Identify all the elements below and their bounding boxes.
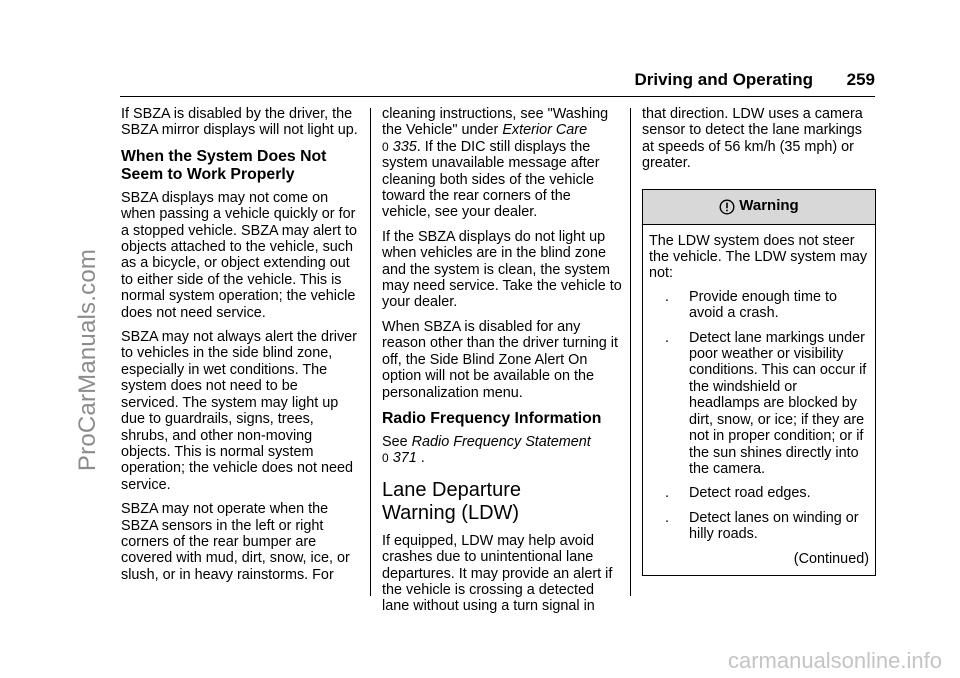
warning-box bbox=[642, 189, 876, 576]
chapter-heading bbox=[382, 479, 622, 525]
paragraph: SBZA may not always alert the driver to vehicles in the side blind zone, especially in wet conditions. The system does not need to be serviced. The system may light up due to guardrails, signs, trees, shrubs, and other non-moving objects. This is normal system operation; the vehicle does not need service. bbox=[121, 329, 357, 493]
paragraph-text: . If the DIC still displays the system unavailable message after cleaning both sides of the vehicle toward the rear corners of the vehicle, see your dealer. bbox=[382, 138, 600, 221]
warning-header bbox=[643, 190, 875, 225]
bullet-text: Detect lane markings under poor weather or visibility conditions. This can occur if the windshield or headlamps are blocked by dirt, snow, or ice; if they are not in proper condition; or if the sun shines directly into the camera. bbox=[689, 329, 867, 477]
bullet-text: Detect road edges. bbox=[689, 485, 811, 502]
cross-reference-link[interactable]: Radio Frequency Statement bbox=[411, 433, 591, 450]
page-reference-number: 335 bbox=[392, 138, 417, 155]
column-2 bbox=[382, 106, 622, 623]
bullet-marker: . bbox=[665, 329, 669, 346]
paragraph bbox=[382, 434, 622, 467]
page-reference-number: 371 bbox=[392, 450, 417, 467]
section-heading: Radio Frequency Information bbox=[382, 409, 602, 427]
warning-bullet bbox=[665, 289, 869, 322]
page-header bbox=[120, 70, 875, 97]
section-heading: When the System Does Not Seem to Work Properly bbox=[121, 147, 327, 183]
continued-note: (Continued) bbox=[793, 550, 869, 567]
warning-body bbox=[643, 225, 875, 575]
warning-bullet bbox=[665, 510, 869, 543]
warning-title: Warning bbox=[739, 197, 799, 215]
paragraph: SBZA may not operate when the SBZA sensors in the left or right corners of the rear bumper are covered with mud, dirt, snow, ice, or slush, or in heavy rainstorms. For bbox=[121, 501, 350, 583]
paragraph: If equipped, LDW may help avoid crashes due to unintentional lane departures. It may provide an alert if the vehicle is crossing a detected lane without using a turn signal in bbox=[382, 532, 613, 615]
section-title: Driving and Operating bbox=[634, 70, 813, 89]
side-watermark-text: ProCarManuals.com bbox=[74, 248, 101, 472]
column-1 bbox=[121, 106, 359, 591]
warning-bullet bbox=[665, 330, 869, 478]
column-3 bbox=[642, 106, 876, 576]
paragraph-text: . bbox=[420, 450, 425, 467]
bullet-text: Detect lanes on winding or hilly roads. bbox=[689, 509, 859, 543]
column-divider bbox=[630, 108, 631, 596]
page-number: 259 bbox=[846, 70, 875, 89]
warning-bullet bbox=[665, 485, 869, 501]
cross-reference-page[interactable] bbox=[382, 139, 417, 155]
paragraph: If the SBZA displays do not light up when vehicles are in the blind zone and the system is clean, the system may need service. Take the vehicle to your dealer. bbox=[382, 228, 622, 311]
side-watermark bbox=[58, 0, 118, 678]
paragraph: SBZA displays may not come on when passing a vehicle quickly or for a stopped vehicle. SBZA may alert to objects attached to the vehicle, such as a bicycle, or object extending out to either side of the vehicle. This is normal system operation; the vehicle does not need service. bbox=[121, 189, 357, 321]
bottom-watermark: carmanualsonline.info bbox=[727, 648, 942, 673]
chapter-heading-line: Lane Departure bbox=[382, 478, 521, 501]
page-reference-icon: 0 bbox=[382, 451, 389, 466]
paragraph-text: See bbox=[382, 433, 408, 450]
page-reference-icon: 0 bbox=[382, 139, 389, 154]
paragraph-text: cleaning instructions, see "Washing the Vehicle" under bbox=[382, 106, 609, 139]
cross-reference-page[interactable] bbox=[382, 450, 417, 466]
warning-intro: The LDW system does not steer the vehicle. The LDW system may not: bbox=[649, 232, 868, 282]
bullet-marker: . bbox=[665, 485, 669, 502]
cross-reference-link[interactable]: Exterior Care bbox=[502, 122, 588, 139]
paragraph: When SBZA is disabled for any reason other than the driver turning it off, the Side Blind Zone Alert On option will not be available on the personalization menu. bbox=[382, 318, 618, 401]
bullet-marker: . bbox=[665, 288, 669, 305]
chapter-heading-line: Warning (LDW) bbox=[382, 501, 520, 524]
column-divider bbox=[370, 108, 371, 596]
bullet-marker: . bbox=[665, 509, 669, 526]
paragraph: that direction. LDW uses a camera sensor to detect the lane markings at speeds of 56 km/h (35 mph) or greater. bbox=[642, 106, 863, 172]
paragraph: If SBZA is disabled by the driver, the SBZA mirror displays will not light up. bbox=[121, 106, 358, 139]
warning-icon bbox=[719, 199, 735, 215]
bullet-text: Provide enough time to avoid a crash. bbox=[689, 288, 837, 322]
paragraph bbox=[382, 106, 622, 221]
